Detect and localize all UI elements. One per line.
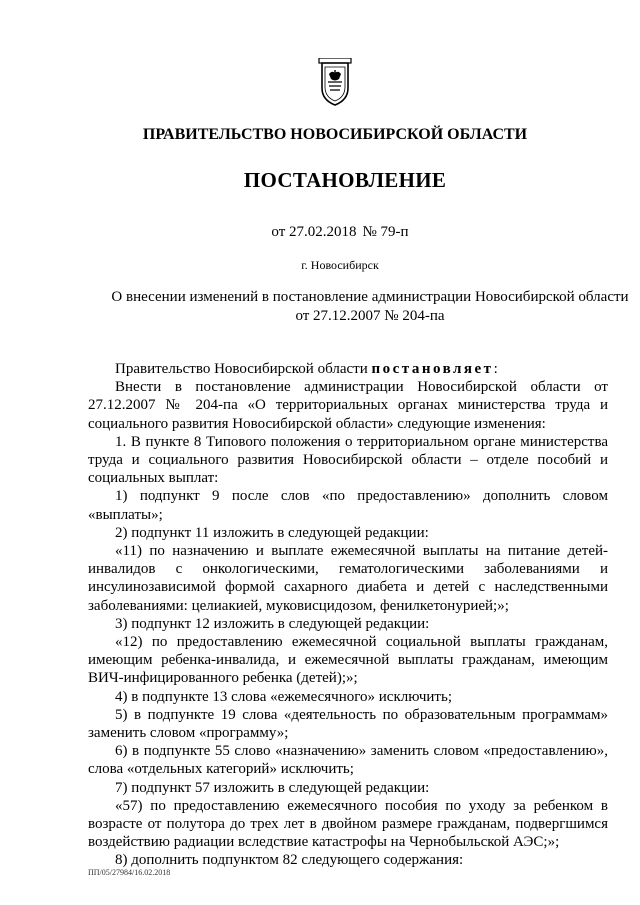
- intro-paragraph: [88, 360, 608, 378]
- body-paragraph: 4) в подпункте 13 слова «ежемесячного» исключить;: [115, 688, 452, 705]
- document-type: ПОСТАНОВЛЕНИЕ: [243, 168, 447, 192]
- body-paragraph: Внести в постановление администрации Новосибирской области от 27.12.2007 № 204-па «О территориальных органах министерства труда и социального развития Новосибирской области» следующие изменения:: [88, 379, 608, 432]
- body-paragraph: «57) по предоставлению ежемесячного пособия по уходу за ребенком в возрасте от полутора до трех лет в двойном размере гражданам, подвергшимся воздействию радиации вследствие катастрофы на Чернобыльской АЭС;»;: [88, 797, 608, 851]
- body-paragraph: 8) дополнить подпунктом 82 следующего содержания:: [115, 852, 464, 869]
- body-paragraph: 1. В пункте 8 Типового положения о территориальном органе министерства труда и социального развития Новосибирской области – отделе пособий и социальных выплат:: [88, 433, 608, 487]
- document-number: № 79-п: [362, 224, 409, 240]
- novosibirsk-coat-of-arms-icon: [315, 58, 355, 106]
- intro-colon: :: [493, 361, 498, 377]
- intro-text: Правительство Новосибирской области: [115, 361, 372, 377]
- city: г. Новосибирск: [301, 258, 379, 272]
- date-number-line: [0, 224, 640, 241]
- body-paragraph: «11) по назначению и выплате ежемесячной выплаты на питание детей-инвалидов с онкологическими, гематологическими заболеваниями и инсулинозависимой формой сахарного диабета и детей с наследственными заболеваниями: целиакией, муковисцидозом, фенилкетонурией;»;: [88, 543, 608, 614]
- document-subject: [60, 288, 640, 326]
- document-footer-code: ПП/05/27984/16.02.2018: [88, 868, 171, 877]
- intro-decree-word: постановляет: [371, 361, 494, 377]
- subject-line: от 27.12.2007 № 204-па: [295, 308, 445, 324]
- body-paragraph: 2) подпункт 11 изложить в следующей редакции:: [115, 524, 429, 541]
- organization-title: ПРАВИТЕЛЬСТВО НОВОСИБИРСКОЙ ОБЛАСТИ: [142, 126, 528, 143]
- document-date: от 27.02.2018: [271, 224, 357, 240]
- body-paragraph: 6) в подпункте 55 слово «назначению» заменить словом «предоставлению», слова «отдельных категорий» исключить;: [88, 743, 608, 778]
- body-paragraph: 1) подпункт 9 после слов «по предоставлению» дополнить словом «выплаты»;: [88, 488, 608, 523]
- document-body: [88, 360, 608, 870]
- subject-line: О внесении изменений в постановление администрации Новосибирской области: [111, 289, 629, 305]
- body-paragraph: 3) подпункт 12 изложить в следующей редакции:: [115, 615, 430, 632]
- body-paragraph: «12) по предоставлению ежемесячной социальной выплаты гражданам, имеющим ребенка-инвалида, и ежемесячной выплаты гражданам, имеющим ВИЧ-инфицированного ребенка (детей);»;: [88, 634, 608, 687]
- body-paragraph: 7) подпункт 57 изложить в следующей редакции:: [115, 779, 430, 796]
- body-paragraph: 5) в подпункте 19 слова «деятельность по образовательным программам» заменить словом «программу»;: [88, 706, 608, 742]
